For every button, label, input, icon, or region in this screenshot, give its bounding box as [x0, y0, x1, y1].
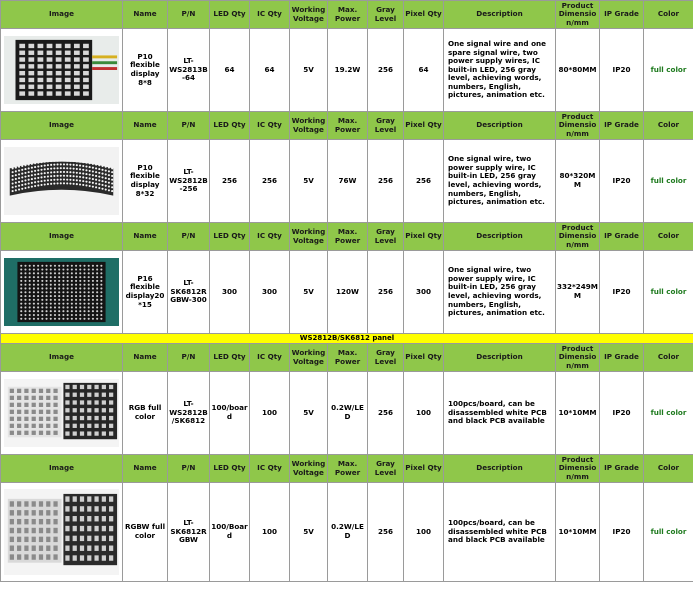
desc-cell: One signal wire, two power supply wire, IC built-in LED, 256 gray level, achieving words, numbers, English, pictures, animation etc. [444, 251, 556, 334]
pn-header: P/N [168, 1, 210, 29]
power-header: Max. Power [328, 223, 368, 251]
led-qty-cell: 100/Board [210, 483, 250, 582]
pn-cell: LT-WS2812B-256 [168, 140, 210, 223]
led-qty-header: LED Qty [210, 1, 250, 29]
product-image-cell [1, 372, 123, 455]
table-row [1, 140, 693, 223]
ip-header: IP Grade [600, 1, 644, 29]
description-header: Description [444, 1, 556, 29]
dimension-header: Product Dimension/mm [556, 223, 600, 251]
image-header: Image [1, 223, 123, 251]
pixel-header: Pixel Qty [404, 112, 444, 140]
image-header: Image [1, 112, 123, 140]
gray-header: Gray Level [368, 344, 404, 372]
image-header: Image [1, 455, 123, 483]
section-title: WS2812B/SK6812 panel [1, 334, 693, 344]
table-header-row [1, 344, 693, 372]
power-cell: 19.2W [328, 29, 368, 112]
ip-header: IP Grade [600, 344, 644, 372]
description-header: Description [444, 455, 556, 483]
ip-cell: IP20 [600, 251, 644, 334]
color-cell: full color [644, 140, 693, 223]
dimension-header: Product Dimension/mm [556, 112, 600, 140]
pixel-header: Pixel Qty [404, 223, 444, 251]
voltage-cell: 5V [290, 140, 328, 223]
color-cell: full color [644, 372, 693, 455]
pcb-board-rgbw-icon [4, 489, 119, 575]
gray-header: Gray Level [368, 223, 404, 251]
desc-cell: 100pcs/board, can be disassembled white PCB and black PCB available [444, 483, 556, 582]
ic-qty-cell: 300 [250, 251, 290, 334]
voltage-cell: 5V [290, 29, 328, 112]
table-header-row [1, 112, 693, 140]
voltage-header: Working Voltage [290, 455, 328, 483]
image-header: Image [1, 344, 123, 372]
ip-header: IP Grade [600, 223, 644, 251]
table-header-row [1, 455, 693, 483]
led-qty-cell: 64 [210, 29, 250, 112]
pn-cell: LT-SK6812RGBW [168, 483, 210, 582]
power-cell: 76W [328, 140, 368, 223]
ip-cell: IP20 [600, 372, 644, 455]
voltage-cell: 5V [290, 251, 328, 334]
name-cell: P10 flexible display 8*32 [123, 140, 168, 223]
ic-qty-cell: 64 [250, 29, 290, 112]
pn-cell: LT-WS2812B/SK6812 [168, 372, 210, 455]
led-panel-20x15-icon [4, 258, 119, 326]
ic-qty-header: IC Qty [250, 112, 290, 140]
pixel-header: Pixel Qty [404, 1, 444, 29]
pixel-cell: 300 [404, 251, 444, 334]
pn-header: P/N [168, 344, 210, 372]
pn-cell: LT-SK6812RGBW-300 [168, 251, 210, 334]
ic-qty-cell: 100 [250, 483, 290, 582]
color-header: Color [644, 223, 693, 251]
led-qty-header: LED Qty [210, 112, 250, 140]
ip-cell: IP20 [600, 483, 644, 582]
pn-header: P/N [168, 455, 210, 483]
product-image-cell [1, 29, 123, 112]
table-row [1, 372, 693, 455]
gray-header: Gray Level [368, 112, 404, 140]
dim-cell: 10*10MM [556, 372, 600, 455]
dimension-header: Product Dimension/mm [556, 344, 600, 372]
product-image-cell [1, 251, 123, 334]
description-header: Description [444, 223, 556, 251]
color-cell: full color [644, 29, 693, 112]
led-strip-8x32-icon [4, 147, 119, 215]
name-header: Name [123, 112, 168, 140]
name-header: Name [123, 344, 168, 372]
dim-cell: 332*249MM [556, 251, 600, 334]
dim-cell: 10*10MM [556, 483, 600, 582]
gray-header: Gray Level [368, 1, 404, 29]
ic-qty-header: IC Qty [250, 344, 290, 372]
color-header: Color [644, 1, 693, 29]
pixel-cell: 100 [404, 372, 444, 455]
power-header: Max. Power [328, 1, 368, 29]
power-header: Max. Power [328, 112, 368, 140]
gray-header: Gray Level [368, 455, 404, 483]
led-qty-cell: 300 [210, 251, 250, 334]
pixel-header: Pixel Qty [404, 455, 444, 483]
power-header: Max. Power [328, 344, 368, 372]
led-qty-header: LED Qty [210, 223, 250, 251]
color-header: Color [644, 455, 693, 483]
voltage-header: Working Voltage [290, 344, 328, 372]
power-cell: 0.2W/LED [328, 483, 368, 582]
dim-cell: 80*320MM [556, 140, 600, 223]
gray-cell: 256 [368, 372, 404, 455]
led-qty-cell: 256 [210, 140, 250, 223]
pn-header: P/N [168, 112, 210, 140]
gray-cell: 256 [368, 483, 404, 582]
table-header-row [1, 1, 693, 29]
dimension-header: Product Dimension/mm [556, 1, 600, 29]
color-cell: full color [644, 251, 693, 334]
color-cell: full color [644, 483, 693, 582]
gray-cell: 256 [368, 140, 404, 223]
product-image-cell [1, 140, 123, 223]
pixel-cell: 100 [404, 483, 444, 582]
power-cell: 120W [328, 251, 368, 334]
led-qty-header: LED Qty [210, 455, 250, 483]
description-header: Description [444, 112, 556, 140]
name-header: Name [123, 1, 168, 29]
desc-cell: 100pcs/board, can be disassembled white PCB and black PCB available [444, 372, 556, 455]
table-row [1, 251, 693, 334]
ip-cell: IP20 [600, 140, 644, 223]
led-qty-cell: 100/board [210, 372, 250, 455]
ip-cell: IP20 [600, 29, 644, 112]
pn-header: P/N [168, 223, 210, 251]
pn-cell: LT-WS2813B-64 [168, 29, 210, 112]
pcb-board-rgb-icon [4, 379, 119, 447]
image-header: Image [1, 1, 123, 29]
desc-cell: One signal wire, two power supply wire, IC built-in LED, 256 gray level, achieving words, numbers, English, pictures, animation etc. [444, 140, 556, 223]
pixel-cell: 256 [404, 140, 444, 223]
name-cell: P10 flexible display 8*8 [123, 29, 168, 112]
color-header: Color [644, 344, 693, 372]
ic-qty-header: IC Qty [250, 455, 290, 483]
description-header: Description [444, 344, 556, 372]
ic-qty-cell: 256 [250, 140, 290, 223]
name-header: Name [123, 223, 168, 251]
voltage-header: Working Voltage [290, 112, 328, 140]
name-cell: RGB full color [123, 372, 168, 455]
power-cell: 0.2W/LED [328, 372, 368, 455]
voltage-header: Working Voltage [290, 223, 328, 251]
dim-cell: 80*80MM [556, 29, 600, 112]
table-row [1, 483, 693, 582]
ic-qty-header: IC Qty [250, 223, 290, 251]
voltage-cell: 5V [290, 372, 328, 455]
pixel-header: Pixel Qty [404, 344, 444, 372]
ic-qty-header: IC Qty [250, 1, 290, 29]
dimension-header: Product Dimension/mm [556, 455, 600, 483]
power-header: Max. Power [328, 455, 368, 483]
desc-cell: One signal wire and one spare signal wire, two power supply wires, IC built-in LED, 256 gray level, achieving words, numbers, English, pictures, animation etc. [444, 29, 556, 112]
section-band [1, 334, 693, 344]
name-header: Name [123, 455, 168, 483]
led-matrix-8x8-icon [4, 36, 119, 104]
voltage-header: Working Voltage [290, 1, 328, 29]
name-cell: RGBW full color [123, 483, 168, 582]
led-qty-header: LED Qty [210, 344, 250, 372]
ip-header: IP Grade [600, 112, 644, 140]
gray-cell: 256 [368, 251, 404, 334]
color-header: Color [644, 112, 693, 140]
ic-qty-cell: 100 [250, 372, 290, 455]
pixel-cell: 64 [404, 29, 444, 112]
product-image-cell [1, 483, 123, 582]
table-header-row [1, 223, 693, 251]
name-cell: P16 flexible display20*15 [123, 251, 168, 334]
gray-cell: 256 [368, 29, 404, 112]
voltage-cell: 5V [290, 483, 328, 582]
ip-header: IP Grade [600, 455, 644, 483]
table-row [1, 29, 693, 112]
